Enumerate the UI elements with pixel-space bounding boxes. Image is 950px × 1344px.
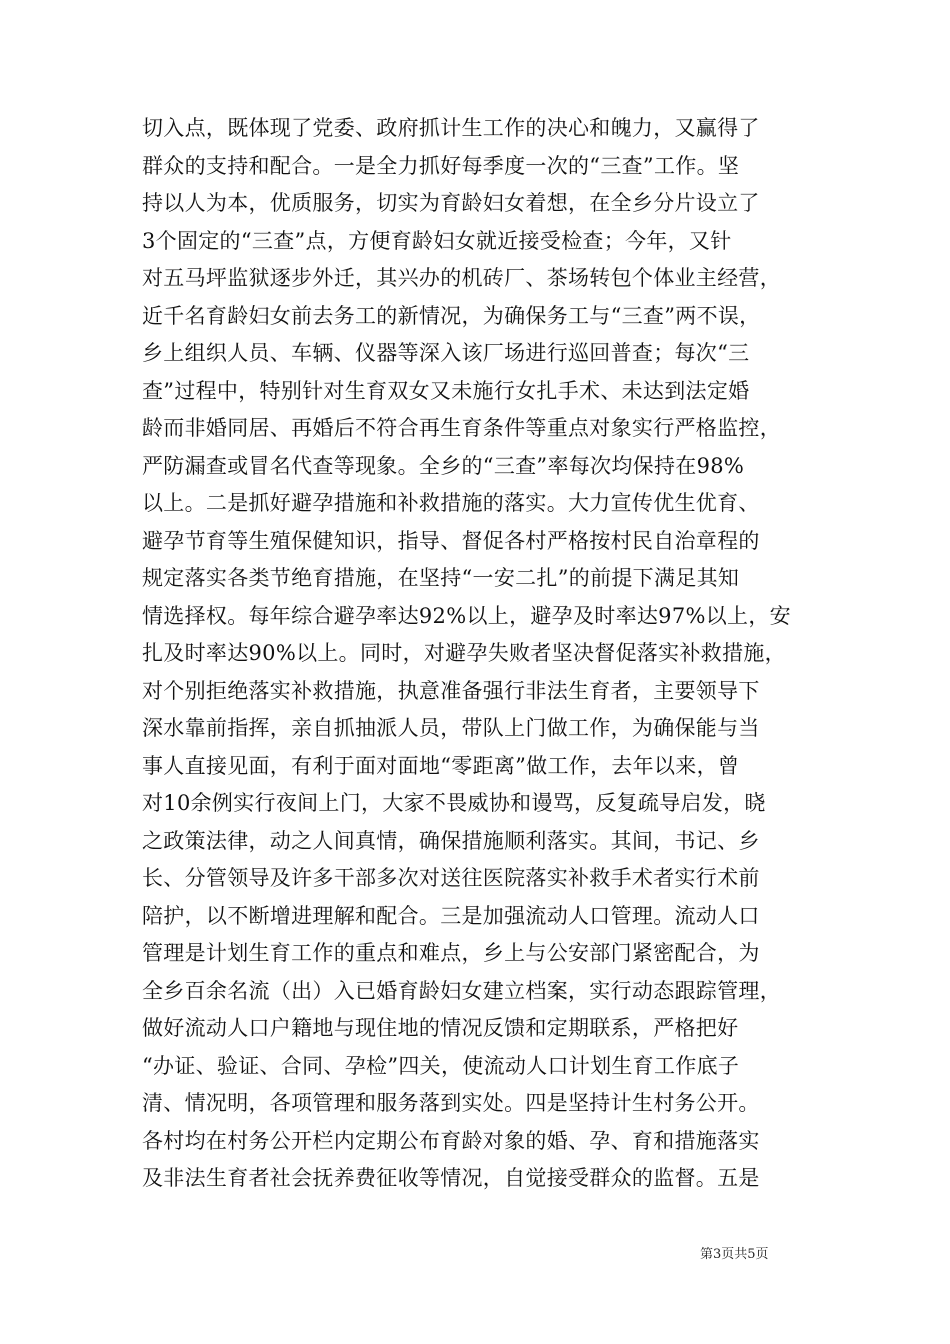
body-text bbox=[142, 110, 810, 1198]
text-line: 各村均在村务公开栏内定期公布育龄对象的婚、孕、育和措施落实 bbox=[142, 1128, 760, 1153]
text-line: 群众的支持和配合。一是全力抓好每季度一次的“三查”工作。坚 bbox=[142, 153, 740, 178]
text-line: 规定落实各类节绝育措施，在坚持“一安二扎”的前提下满足其知 bbox=[142, 566, 740, 590]
text-line: 之政策法律，动之人间真情，确保措施顺利落实。其间，书记、乡 bbox=[142, 828, 760, 853]
text-line: 对10余例实行夜间上门，大家不畏威协和谩骂，反复疏导启发，晓 bbox=[142, 791, 766, 815]
text-line: 对五马坪监狱逐步外迁，其兴办的机砖厂、茶场转包个体业主经营， bbox=[142, 266, 781, 290]
text-line: 近千名育龄妇女前去务工的新情况，为确保务工与“三查”两不误， bbox=[142, 303, 761, 328]
text-line: 查”过程中，特别针对生育双女又未施行女扎手术、未达到法定婚 bbox=[142, 378, 750, 403]
text-line: 做好流动人口户籍地与现住地的情况反馈和定期联系，严格把好 bbox=[142, 1016, 739, 1040]
text-line: 扎及时率达90%以上。同时，对避孕失败者坚决督促落实补救措施， bbox=[142, 641, 786, 665]
text-line: 管理是计划生育工作的重点和难点，乡上与公安部门紧密配合，为 bbox=[142, 941, 760, 965]
text-line: 切入点，既体现了党委、政府抓计生工作的决心和魄力，又赢得了 bbox=[142, 116, 760, 140]
text-line: 深水靠前指挥，亲自抓抽派人员，带队上门做工作，为确保能与当 bbox=[142, 716, 760, 740]
text-line: 避孕节育等生殖保健知识，指导、督促各村严格按村民自治章程的 bbox=[142, 528, 760, 553]
text-line: 对个别拒绝落实补救措施，执意准备强行非法生育者，主要领导下 bbox=[142, 678, 760, 703]
text-line: 龄而非婚同居、再婚后不符合再生育条件等重点对象实行严格监控， bbox=[142, 416, 781, 440]
text-line: 3个固定的“三查”点，方便育龄妇女就近接受检查；今年，又针 bbox=[142, 228, 732, 253]
text-line: 以上。二是抓好避孕措施和补救措施的落实。大力宣传优生优育、 bbox=[142, 491, 760, 515]
text-line: 长、分管领导及许多干部多次对送往医院落实补救手术者实行术前 bbox=[142, 866, 760, 890]
text-line: 情选择权。每年综合避孕率达92%以上，避孕及时率达97%以上，安 bbox=[142, 603, 791, 628]
text-line: 全乡百余名流（出）入已婚育龄妇女建立档案，实行动态跟踪管理， bbox=[142, 978, 781, 1003]
text-line: 乡上组织人员、车辆、仪器等深入该厂场进行巡回普查；每次“三 bbox=[142, 341, 750, 365]
text-line: 严防漏查或冒名代查等现象。全乡的“三查”率每次均保持在98% bbox=[142, 453, 745, 478]
text-line: “办证、验证、合同、孕检”四关，使流动人口计划生育工作底子 bbox=[142, 1053, 740, 1078]
text-line: 事人直接见面，有利于面对面地“零距离”做工作，去年以来，曾 bbox=[142, 753, 740, 778]
text-line: 持以人为本，优质服务，切实为育龄妇女着想，在全乡分片设立了 bbox=[142, 191, 760, 215]
text-line: 陪护，以不断增进理解和配合。三是加强流动人口管理。流动人口 bbox=[142, 903, 760, 928]
text-line: 清、情况明，各项管理和服务落到实处。四是坚持计生村务公开。 bbox=[142, 1091, 760, 1115]
page-number: 第3页共5页 bbox=[700, 1247, 769, 1262]
text-line: 及非法生育者社会抚养费征收等情况，自觉接受群众的监督。五是 bbox=[142, 1166, 760, 1190]
